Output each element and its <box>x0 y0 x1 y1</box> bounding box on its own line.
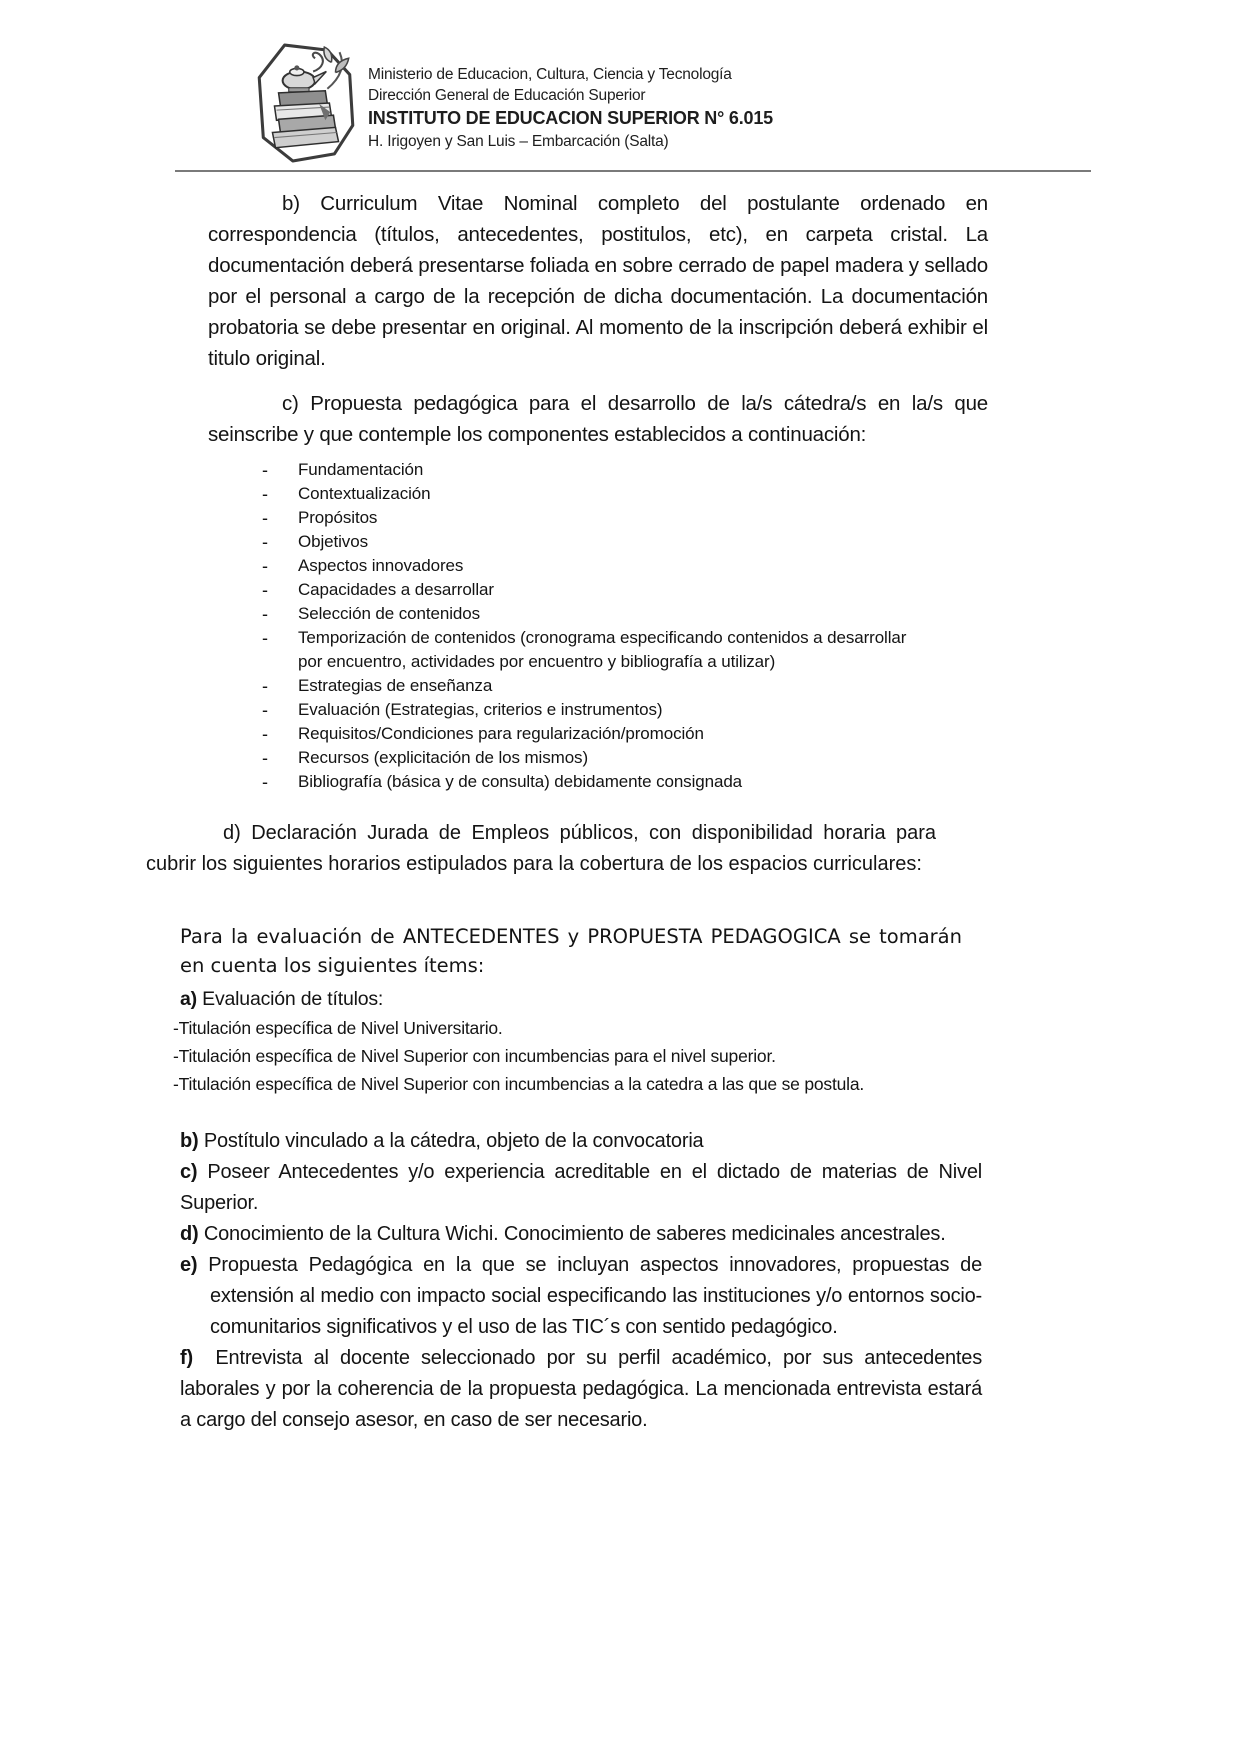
dash-bullet: - <box>262 628 268 648</box>
dash-bullet: - <box>262 772 268 792</box>
dash-bullet: - <box>262 700 268 720</box>
component-item <box>262 602 1086 626</box>
component-item <box>262 722 1086 746</box>
component-item <box>262 674 1086 698</box>
component-item-text: Recursos (explicitación de los mismos) <box>298 748 589 767</box>
component-item <box>262 746 1086 770</box>
component-item <box>262 626 1086 674</box>
item-e <box>180 1250 982 1343</box>
address-line: H. Irigoyen y San Luis – Embarcación (Salta) <box>368 133 669 150</box>
paragraph-b-label: b) <box>282 192 300 215</box>
component-item-text: Propósitos <box>298 508 378 527</box>
component-item-text: Evaluación (Estrategias, criterios e instrumentos) <box>298 700 663 719</box>
component-item-text: Estrategias de enseñanza <box>298 676 493 695</box>
paragraph-c-text: Propuesta pedagógica para el desarrollo de la/s cátedra/s en la/s que seinscribe y que contemple los componentes establecidos a continuación: <box>208 392 989 446</box>
titulaciones-list <box>173 1014 1086 1098</box>
component-item-text: Temporización de contenidos (cronograma especificando contenidos a desarrollar por encuentro, actividades por encuentro y bibliografía a utilizar) <box>298 628 907 671</box>
component-item-text: Contextualización <box>298 484 431 503</box>
ministry-line: Ministerio de Educacion, Cultura, Ciencia y Tecnología <box>368 66 732 83</box>
dash-bullet: - <box>262 604 268 624</box>
components-list <box>262 458 1086 794</box>
item-e-label: e) <box>180 1254 198 1276</box>
component-item-text: Bibliografía (básica y de consulta) debidamente consignada <box>298 772 743 791</box>
paragraph-c-label: c) <box>282 392 299 415</box>
component-item-text: Requisitos/Condiciones para regularización/promoción <box>298 724 704 743</box>
item-b-text: Postítulo vinculado a la cátedra, objeto de la convocatoria <box>203 1130 704 1152</box>
titulacion-line: -Titulación específica de Nivel Superior con incumbencias para el nivel superior. <box>173 1046 776 1066</box>
institute-name: INSTITUTO DE EDUCACION SUPERIOR N° 6.015 <box>368 108 773 128</box>
item-d <box>180 1219 982 1250</box>
item-d-label: d) <box>180 1223 199 1245</box>
item-a <box>180 984 1086 1014</box>
component-item <box>262 482 1086 506</box>
direction-line: Dirección General de Educación Superior <box>368 87 646 104</box>
item-c <box>180 1157 982 1219</box>
item-f-text: Entrevista al docente seleccionado por su perfil académico, por sus antecedentes laborales y por la coherencia de la propuesta pedagógica. La mencionada entrevista estará a cargo del consejo asesor, en caso de ser necesario. <box>180 1347 982 1431</box>
component-item <box>262 578 1086 602</box>
item-d-text: Conocimiento de la Cultura Wichi. Conocimiento de saberes medicinales ancestrales. <box>203 1223 946 1245</box>
item-a-text: Evaluación de títulos: <box>202 988 384 1010</box>
paragraph-d-label: d) <box>223 822 241 844</box>
component-item-text: Selección de contenidos <box>298 604 480 623</box>
component-item-text: Aspectos innovadores <box>298 556 464 575</box>
item-f-label: f) <box>180 1347 193 1369</box>
item-c-label: c) <box>180 1161 198 1183</box>
paragraph-b <box>208 188 988 374</box>
letterhead-text <box>368 42 773 164</box>
item-e-text: Propuesta Pedagógica en la que se incluyan aspectos innovadores, propuestas de extensión al medio con impacto social especificando las instituciones y/o entornos socio-comunitarios significativos y el uso de las TIC´s con sentido pedagógico. <box>208 1254 982 1338</box>
dash-bullet: - <box>262 484 268 504</box>
books-and-lamp-icon <box>254 42 358 164</box>
component-item <box>262 554 1086 578</box>
dash-bullet: - <box>262 532 268 552</box>
item-a-label: a) <box>180 988 197 1010</box>
item-b-label: b) <box>180 1130 199 1152</box>
component-item-text: Capacidades a desarrollar <box>298 580 494 599</box>
institute-logo <box>254 42 358 164</box>
evaluation-intro: Para la evaluación de ANTECEDENTES y PROPUESTA PEDAGOGICA se tomarán en cuenta los siguientes ítems: <box>180 925 962 977</box>
header-divider <box>175 170 1091 172</box>
component-item <box>262 458 1086 482</box>
component-item-text: Objetivos <box>298 532 368 551</box>
document-body <box>146 188 1086 1436</box>
dash-bullet: - <box>262 556 268 576</box>
paragraph-d <box>146 818 936 880</box>
dash-bullet: - <box>262 460 268 480</box>
component-item <box>262 506 1086 530</box>
paragraph-d-text: Declaración Jurada de Empleos públicos, con disponibilidad horaria para cubrir los siguientes horarios estipulados para la cobertura de los espacios curriculares: <box>146 822 937 875</box>
item-f <box>180 1343 982 1436</box>
titulacion-line: -Titulación específica de Nivel Universitario. <box>173 1018 503 1038</box>
component-item <box>262 770 1086 794</box>
dash-bullet: - <box>262 508 268 528</box>
dash-bullet: - <box>262 724 268 744</box>
item-c-text: Poseer Antecedentes y/o experiencia acreditable en el dictado de materias de Nivel Superior. <box>180 1161 982 1214</box>
dash-bullet: - <box>262 748 268 768</box>
component-item <box>262 530 1086 554</box>
letterhead <box>254 42 773 164</box>
paragraph-c <box>208 388 988 450</box>
criteria-items <box>180 1126 982 1436</box>
paragraph-b-text: Curriculum Vitae Nominal completo del postulante ordenado en correspondencia (títulos, antecedentes, postitulos, etc), en carpeta cristal. La documentación deberá presentarse foliada en sobre cerrado de papel madera y sellado por el personal a cargo de la recepción de dicha documentación. La documentación probatoria se debe presentar en original. Al momento de la inscripción deberá exhibir el titulo original. <box>208 192 989 370</box>
component-item <box>262 698 1086 722</box>
dash-bullet: - <box>262 580 268 600</box>
titulacion-line: -Titulación específica de Nivel Superior con incumbencias a la catedra a las que se postula. <box>173 1074 865 1094</box>
item-b <box>180 1126 982 1157</box>
dash-bullet: - <box>262 676 268 696</box>
component-item-text: Fundamentación <box>298 460 424 479</box>
